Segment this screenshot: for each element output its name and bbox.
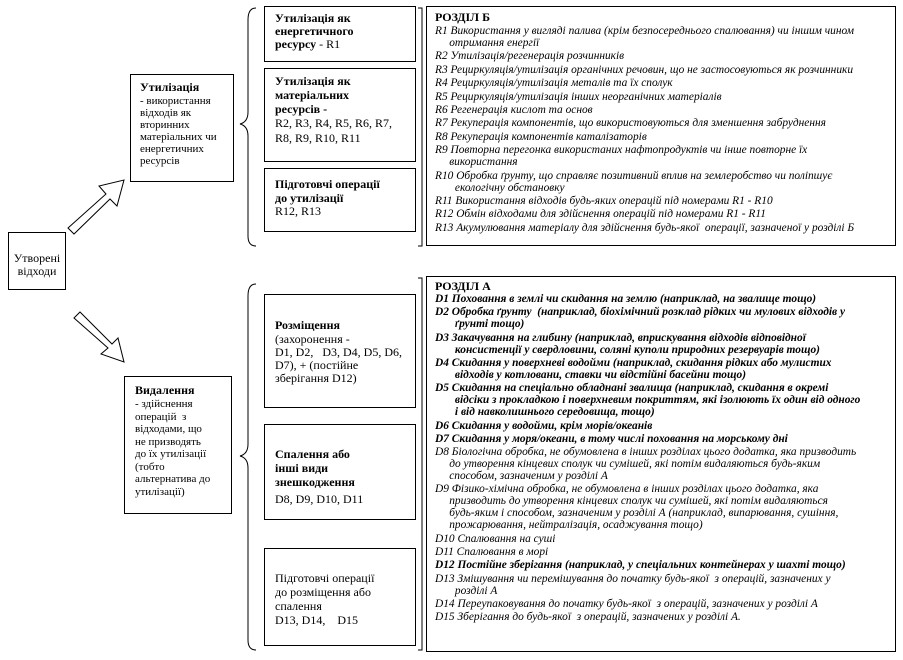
section-b-item: R5 Рециркуляція/утилізація інших неорганічних матеріалів	[435, 90, 722, 103]
section-a-box	[426, 276, 896, 652]
section-a-item: D6 Скидання у водойми, крім морів/океанів	[435, 419, 653, 432]
section-a-item: D15 Зберігання до будь-якої з операцій, зазначених у розділі А.	[435, 611, 741, 624]
disp-box-incineration-title: Спалення або інші види знешкодження	[275, 447, 355, 489]
util-box-energy-text	[275, 12, 354, 51]
disposal-brace	[240, 284, 256, 650]
section-b-item: R4 Рециркуляція/утилізація металів та їх сполук	[435, 77, 673, 90]
util-box-energy-title: Утилізація як енергетичного ресурсу	[275, 11, 354, 51]
arrow-to-disposal-icon	[74, 312, 124, 362]
utilization-box	[130, 74, 234, 182]
section-a-bracket	[418, 278, 422, 650]
disp-box-incineration-codes: D8, D9, D10, D11	[275, 492, 364, 506]
section-a-item: D7 Скидання у моря/океани, в тому числі поховання на морському дні	[435, 432, 788, 445]
section-b-item: R13 Акумулювання матеріалу для здійснення будь-якої операції, зазначеної у розділі Б	[435, 221, 855, 234]
section-a-item: D14 Переупаковування до початку будь-якої з операцій, зазначених у розділі А	[435, 597, 818, 610]
disposal-desc: - здійснення операцій з відходами, що не призводять до їх утилізації (тобто альтернатива до утилізації)	[135, 398, 211, 498]
section-a-item: D12 Постійне зберігання (наприклад, у спеціальних контейнерах у шахті тощо)	[435, 559, 846, 572]
section-b-bracket	[418, 8, 422, 246]
util-box-prep	[264, 168, 416, 232]
section-a-item: D4 Скидання у поверхневі водойми (наприклад, скидання рідких або мулистих відходів у котловани, ставки чи відстійні басейни тощо)	[435, 356, 832, 381]
section-a-item: D13 Змішування чи перемішування до початку будь-якої з операцій, зазначених у розділі А	[435, 572, 831, 597]
section-b-item: R10 Обробка ґрунту, що справляє позитивний вплив на землеробство чи поліпшує екологічну обстановку	[435, 169, 833, 194]
section-a-item: D11 Спалювання в морі	[435, 546, 549, 558]
section-a-item: D9 Фізико-хімічна обробка, не обумовлена в інших розділах цього додатка, яка призводить до утворення кінцевих сполук чи сумішей, які потім видаляються будь-яким і способом, зазначеним у розділі А (наприклад, випарювання, сушіння, прожарювання, нейтралізація, осаджування тощо)	[435, 483, 839, 532]
util-box-prep-title: Підготовчі операції до утилізації	[275, 177, 380, 205]
section-b-heading: РОЗДІЛ Б	[435, 10, 490, 24]
section-b-item: R11 Використання відходів будь-яких операцій під номерами R1 - R10	[435, 195, 773, 207]
arrow-to-utilization-icon	[68, 180, 124, 234]
utilization-desc: - використання відходів як вторинних матеріальних чи енергетичних ресурсів	[140, 95, 217, 167]
section-a-item: D5 Скидання на спеціально обладнані звалища (наприклад, скидання в окремі відсіки з прокладкою і поверхневим покриттям, які ізолюють їх один від одного і від навколишнього середовища, тощо)	[435, 382, 861, 419]
source-box	[8, 232, 66, 290]
section-b-box	[426, 6, 896, 246]
source-title: Утворені відходи	[13, 251, 61, 278]
section-b-item: R7 Рекуперація компонентів, що використовуються для зменшення забруднення	[435, 117, 826, 130]
disp-box-placement-codes: (захоронення - D1, D2, D3, D4, D5, D6, D7), + (постійне зберігання D12)	[275, 332, 402, 385]
utilization-title: Утилізація	[140, 80, 200, 94]
util-box-material-codes: R2, R3, R4, R5, R6, R7, R8, R9, R10, R11	[275, 116, 393, 145]
section-a-item: D3 Закачування на глибину (наприклад, вприскування відходів відповідної консистенції у свердловини, соляні куполи природних резервуарів тощо)	[435, 331, 820, 356]
disposal-box	[124, 376, 232, 514]
section-b-item: R12 Обмін відходами для здійснення операцій під номерами R1 - R11	[435, 208, 766, 221]
disp-box-incineration	[264, 424, 416, 520]
section-b-item: R9 Повторна перегонка використаних нафтопродуктів чи інше повторне їх використання	[435, 144, 808, 169]
section-a-item: D8 Біологічна обробка, не обумовлена в інших розділах цього додатка, яка призводить до утворення кінцевих сполук чи сумішей, які потім видаляються будь-яким способом, зазначеним у розділі А	[435, 446, 857, 483]
disp-box-prep	[264, 548, 416, 646]
section-b-item: R2 Утилізація/регенерація розчинників	[435, 50, 625, 63]
utilization-brace	[240, 8, 256, 246]
util-box-energy	[264, 6, 416, 62]
section-a-item: D2 Обробка ґрунту (наприклад, біохімічний розклад рідких чи мулових відходів у ґрунті тощо)	[435, 306, 846, 331]
util-box-material	[264, 68, 416, 162]
disp-box-placement	[264, 294, 416, 408]
section-a-heading: РОЗДІЛ А	[435, 279, 491, 293]
disposal-title: Видалення	[135, 383, 195, 397]
disp-box-prep-codes: Підготовчі операції до розміщення або спалення D13, D14, D15	[275, 571, 375, 627]
section-a-item: D1 Поховання в землі чи скидання на землю (наприклад, на звалище тощо)	[435, 293, 817, 305]
section-a-item: D10 Спалювання на суші	[435, 532, 556, 545]
util-box-prep-codes: R12, R13	[275, 204, 322, 218]
util-box-material-title: Утилізація як матеріальних ресурсів -	[275, 74, 351, 116]
util-box-energy-codes: - R1	[316, 37, 341, 51]
section-b-item: R1 Використання у вигляді палива (крім безпосереднього спалювання) чи іншим чином отримання енергії	[435, 25, 855, 49]
disp-box-placement-title: Розміщення	[275, 318, 340, 332]
section-b-item: R6 Регенерація кислот та основ	[435, 104, 593, 116]
section-b-item: R3 Рециркуляція/утилізація органічних речовин, що не застосовуються як розчинники	[435, 63, 854, 76]
section-b-item: R8 Рекуперація компонентів каталізаторів	[435, 130, 647, 143]
